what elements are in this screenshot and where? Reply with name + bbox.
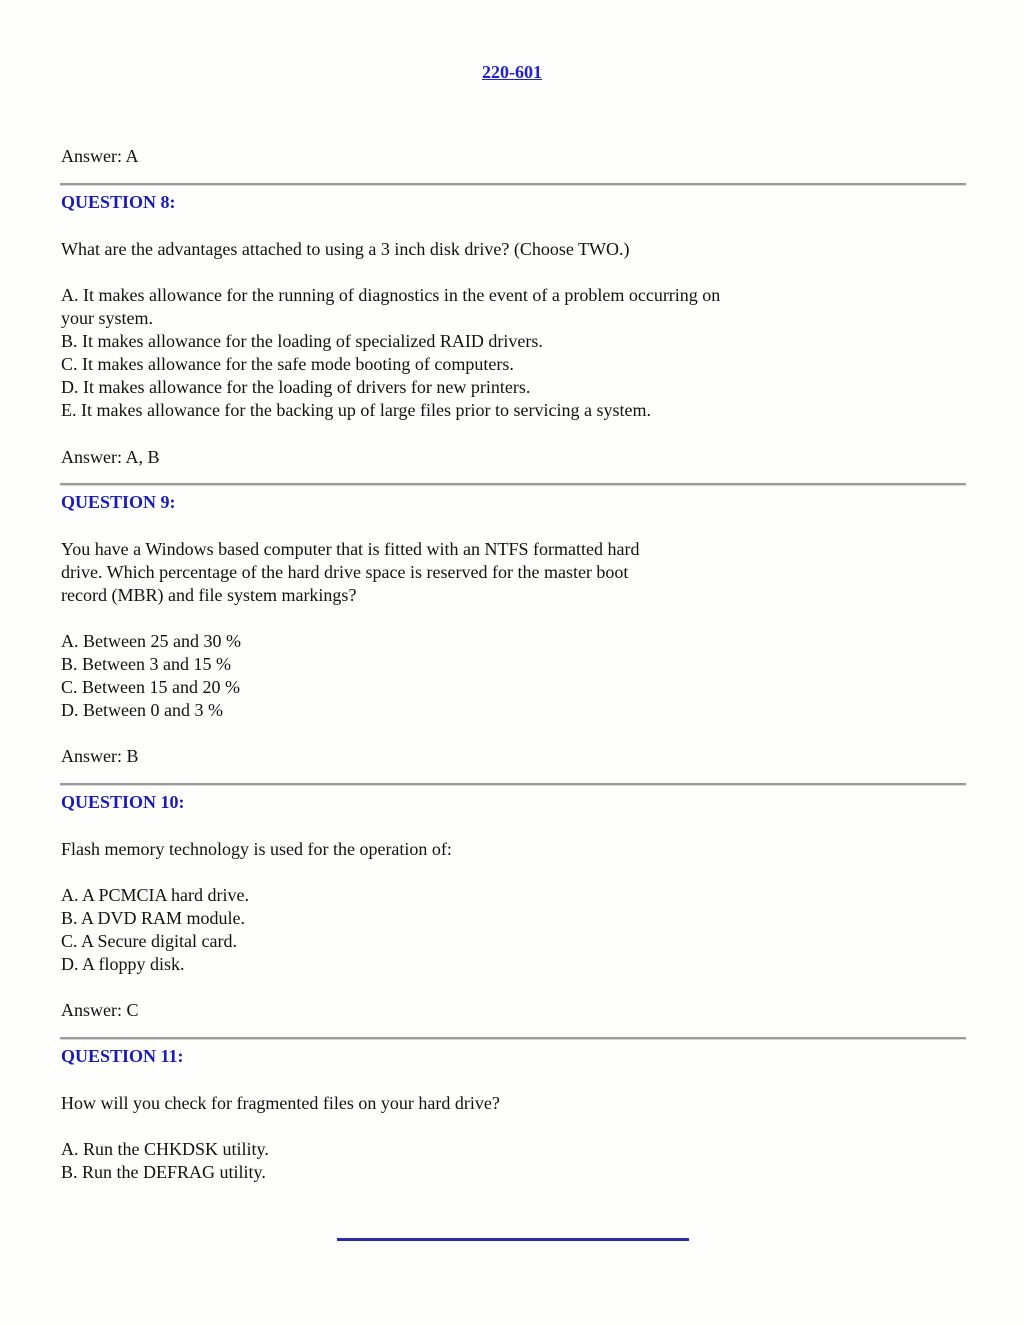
question-10-option: B. A DVD RAM module.	[61, 908, 246, 928]
previous-answer: Answer: A	[61, 146, 139, 166]
question-10-title: QUESTION 10:	[61, 792, 185, 812]
question-8-option: D. It makes allowance for the loading of drivers for new printers.	[61, 377, 531, 397]
question-8-option: C. It makes allowance for the safe mode booting of computers.	[61, 354, 514, 374]
question-8-text: What are the advantages attached to using a 3 inch disk drive? (Choose TWO.)	[61, 239, 630, 259]
question-11-text: How will you check for fragmented files on your hard drive?	[61, 1093, 500, 1113]
question-9-title: QUESTION 9:	[61, 492, 176, 512]
question-10-text: Flash memory technology is used for the operation of:	[61, 839, 452, 859]
question-9-text-line: drive. Which percentage of the hard drive space is reserved for the master boot	[61, 562, 629, 582]
question-11-option: A. Run the CHKDSK utility.	[61, 1139, 269, 1159]
header-title-link[interactable]: 220-601	[482, 62, 542, 82]
question-9-text-line: You have a Windows based computer that is fitted with an NTFS formatted hard	[61, 539, 640, 559]
question-9-option: B. Between 3 and 15 %	[61, 654, 231, 674]
question-8-title: QUESTION 8:	[61, 192, 176, 212]
question-11-option: B. Run the DEFRAG utility.	[61, 1162, 266, 1182]
divider	[60, 483, 966, 486]
question-9-option: A. Between 25 and 30 %	[61, 631, 241, 651]
question-8-option: E. It makes allowance for the backing up of large files prior to servicing a system.	[61, 400, 651, 420]
question-10-option: C. A Secure digital card.	[61, 931, 237, 951]
question-8-option: your system.	[61, 308, 153, 328]
question-9-text-line: record (MBR) and file system markings?	[61, 585, 357, 605]
question-8-option: A. It makes allowance for the running of diagnostics in the event of a problem occurring on	[61, 285, 721, 305]
divider	[60, 1037, 966, 1040]
question-8-answer: Answer: A, B	[61, 447, 160, 467]
question-10-answer: Answer: C	[61, 1000, 139, 1020]
divider	[60, 783, 966, 786]
question-10-option: A. A PCMCIA hard drive.	[61, 885, 250, 905]
footer-line	[337, 1238, 689, 1241]
question-9-answer: Answer: B	[61, 746, 139, 766]
question-9-option: D. Between 0 and 3 %	[61, 700, 223, 720]
question-9-option: C. Between 15 and 20 %	[61, 677, 240, 697]
question-11-title: QUESTION 11:	[61, 1046, 184, 1066]
question-10-option: D. A floppy disk.	[61, 954, 185, 974]
question-8-option: B. It makes allowance for the loading of specialized RAID drivers.	[61, 331, 543, 351]
divider	[60, 183, 966, 186]
